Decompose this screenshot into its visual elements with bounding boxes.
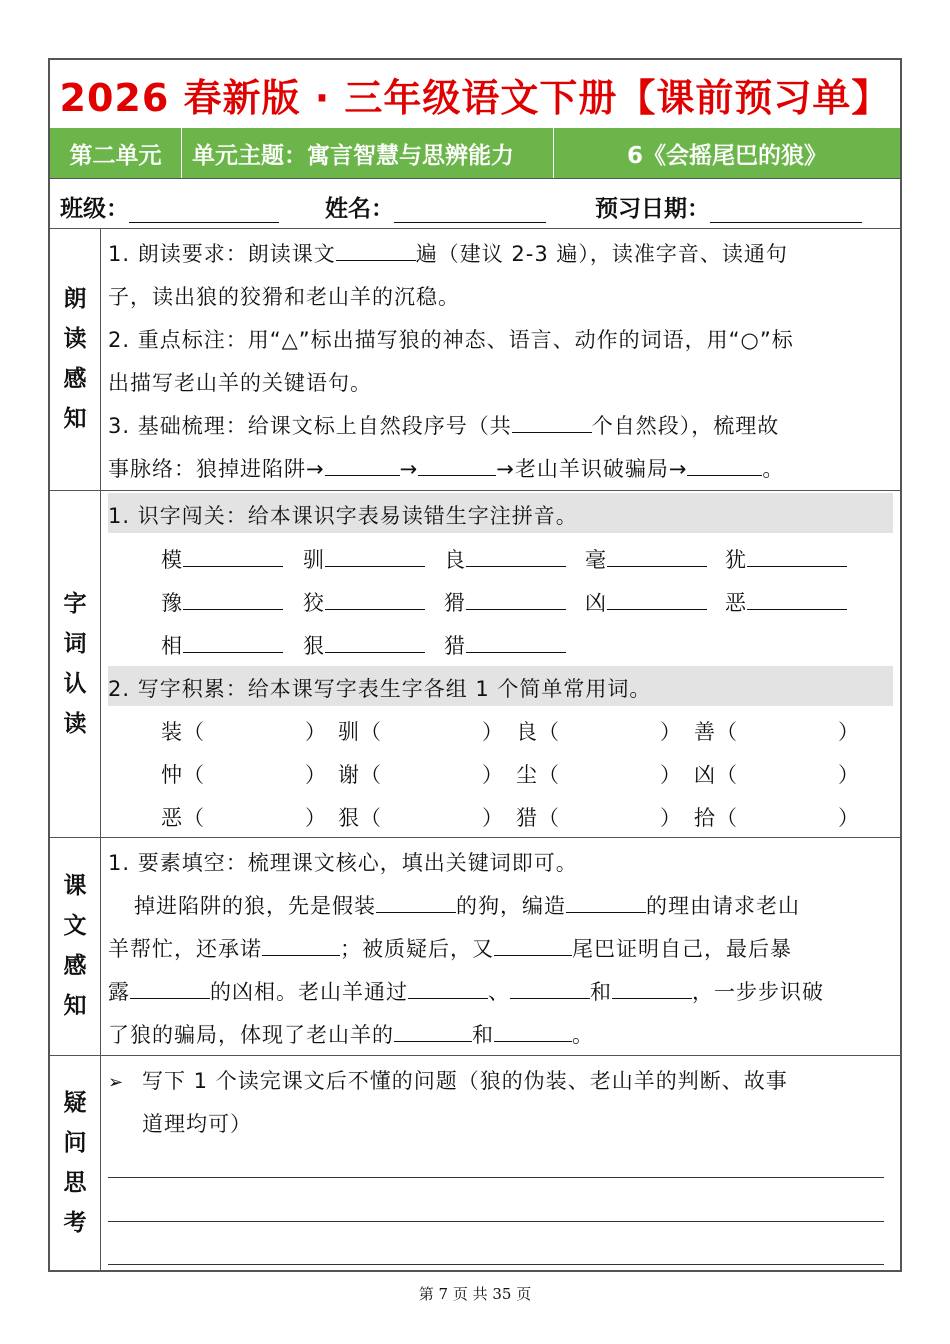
student-info-row (50, 178, 900, 229)
close-paren: ） (660, 763, 682, 787)
open-paren: （ (360, 806, 382, 830)
plot-arrow: → (399, 457, 419, 481)
char: 狠 (303, 634, 325, 658)
char: 忡 (161, 763, 183, 787)
label-char: 考 (63, 1209, 87, 1236)
label-char: 文 (63, 913, 87, 939)
pinyin-item[interactable] (725, 587, 847, 617)
word-group-item[interactable] (161, 759, 327, 789)
char: 猾 (444, 591, 466, 615)
fill-blank[interactable] (262, 933, 340, 956)
pinyin-blank[interactable] (325, 544, 425, 567)
text-fragment: 羊帮忙，还承诺 (108, 937, 262, 961)
pinyin-item[interactable] (585, 544, 707, 574)
text-fragment: 和 (472, 1023, 494, 1047)
pinyin-blank[interactable] (325, 587, 425, 610)
word-group-item[interactable] (161, 802, 327, 832)
char: 狠 (338, 806, 360, 830)
fill-blank[interactable] (494, 933, 572, 956)
pinyin-blank[interactable] (466, 630, 566, 653)
text-fragment: 的凶相。老山羊通过 (210, 980, 408, 1004)
date-blank[interactable] (710, 198, 862, 223)
pinyin-blank[interactable] (466, 544, 566, 567)
label-char: 字 (63, 590, 87, 617)
plot-blank-1[interactable] (325, 453, 400, 476)
pinyin-blank[interactable] (183, 544, 283, 567)
section-questions (50, 1055, 900, 1270)
word-group-item[interactable] (516, 716, 682, 746)
label-char: 读 (63, 326, 87, 352)
question-prompt: 写下 1 个读完课文后不懂的问题（狼的伪装、老山羊的判断、故事 (142, 1069, 788, 1093)
char: 驯 (303, 548, 325, 572)
pinyin-task-title: 1. 识字闯关：给本课识字表易读错生字注拼音。 (108, 504, 578, 528)
pinyin-item[interactable] (444, 544, 566, 574)
pinyin-item[interactable] (725, 544, 847, 574)
text-fragment: 的狗，编造 (456, 894, 566, 918)
section-label-text (50, 837, 101, 1055)
char: 犹 (725, 548, 747, 572)
char: 相 (161, 634, 183, 658)
char: 装 (161, 720, 183, 744)
char: 猎 (444, 634, 466, 658)
char: 善 (694, 720, 716, 744)
paragraph-count-blank[interactable] (512, 410, 592, 433)
close-paren: ） (660, 806, 682, 830)
label-char: 词 (63, 630, 87, 657)
open-paren: （ (183, 763, 205, 787)
reading-line-5 (108, 410, 779, 440)
label-char: 感 (63, 953, 87, 979)
word-group-item[interactable] (338, 802, 504, 832)
fill-blank[interactable] (510, 976, 590, 999)
pinyin-blank[interactable] (183, 587, 283, 610)
word-group-item[interactable] (338, 716, 504, 746)
char: 良 (444, 548, 466, 572)
pinyin-item[interactable] (161, 630, 283, 660)
bullet-arrow-icon: ➢ (108, 1072, 125, 1093)
close-paren: ） (838, 720, 860, 744)
date-label: 预习日期： (595, 196, 710, 222)
char: 豫 (161, 591, 183, 615)
plot-text-2: →老山羊识破骗局→ (496, 457, 688, 481)
reading-line-4: 出描写老山羊的关键语句。 (108, 371, 372, 395)
char: 猎 (516, 806, 538, 830)
text-fragment: 、 (488, 980, 510, 1004)
pinyin-blank[interactable] (747, 544, 847, 567)
open-paren: （ (716, 806, 738, 830)
text-fragment: 露 (108, 980, 130, 1004)
page-footer: 第 7 页 共 35 页 (418, 1285, 532, 1303)
fill-blank[interactable] (394, 1019, 472, 1042)
pinyin-blank[interactable] (607, 587, 707, 610)
word-group-item[interactable] (516, 759, 682, 789)
text-fragment: 的理由请求老山 (646, 894, 800, 918)
text-fragment: 和 (590, 980, 612, 1004)
pinyin-item[interactable] (161, 587, 283, 617)
fill-blank[interactable] (376, 890, 456, 913)
pinyin-blank[interactable] (466, 587, 566, 610)
plot-blank-2[interactable] (418, 453, 496, 476)
plot-end: 。 (762, 457, 785, 481)
close-paren: ） (482, 763, 504, 787)
fill-blank[interactable] (408, 976, 488, 999)
close-paren: ） (305, 763, 327, 787)
text-fragment: 尾巴证明自己，最后暴 (572, 937, 792, 961)
fill-blank[interactable] (566, 890, 646, 913)
close-paren: ） (838, 806, 860, 830)
word-group-item[interactable] (161, 716, 327, 746)
char: 毫 (585, 548, 607, 572)
label-char: 思 (63, 1169, 87, 1196)
date-field[interactable] (595, 190, 862, 223)
char: 凶 (585, 591, 607, 615)
pinyin-item[interactable] (585, 587, 707, 617)
reading-line-1 (108, 238, 788, 268)
section-label-reading (50, 228, 101, 490)
plot-blank-3[interactable] (687, 453, 762, 476)
char: 良 (516, 720, 538, 744)
close-paren: ） (482, 720, 504, 744)
label-char: 疑 (63, 1089, 87, 1116)
word-group-item[interactable] (694, 759, 860, 789)
char: 恶 (725, 591, 747, 615)
char: 尘 (516, 763, 538, 787)
label-char: 知 (63, 406, 87, 432)
pinyin-item[interactable] (303, 630, 425, 660)
pinyin-item[interactable] (303, 544, 425, 574)
name-field[interactable] (325, 190, 546, 223)
class-label: 班级： (60, 196, 129, 222)
open-paren: （ (360, 720, 382, 744)
text-fragment: ；被质疑后，又 (340, 937, 494, 961)
open-paren: （ (538, 763, 560, 787)
fill-blank[interactable] (494, 1019, 572, 1042)
question-prompt-line-2: 道理均可） (142, 1112, 252, 1136)
word-group-item[interactable] (516, 802, 682, 832)
name-label: 姓名： (325, 196, 394, 222)
page-title: 2026 春新版 · 三年级语文下册【课前预习单】 (50, 60, 900, 129)
pinyin-item[interactable] (161, 544, 283, 574)
reading-req-text: 1. 朗读要求：朗读课文 (108, 242, 336, 266)
label-char: 知 (63, 993, 87, 1019)
open-paren: （ (538, 806, 560, 830)
unit-label: 第二单元 (50, 128, 182, 178)
preview-sheet (48, 58, 902, 1272)
char: 狡 (303, 591, 325, 615)
char: 拾 (694, 806, 716, 830)
word-group-task-title: 2. 写字积累：给本课写字表生字各组 1 个简单常用词。 (108, 677, 652, 701)
reading-line-3: 2. 重点标注：用“△”标出描写狼的神态、语言、动作的词语，用“○”标 (108, 328, 794, 352)
reading-req-text-2: 遍（建议 2-3 遍），读准字音、读通句 (415, 242, 788, 266)
plot-text: 事脉络：狼掉进陷阱→ (108, 457, 325, 481)
close-paren: ） (305, 806, 327, 830)
pinyin-item[interactable] (303, 587, 425, 617)
reading-line-6 (108, 453, 784, 483)
fill-blank[interactable] (130, 976, 210, 999)
label-char: 课 (63, 873, 87, 899)
answer-line[interactable] (108, 1177, 884, 1178)
section-words (50, 490, 900, 838)
question-prompt-line-1 (108, 1065, 788, 1095)
text-task-title: 1. 要素填空：梳理课文核心，填出关键词即可。 (108, 851, 578, 875)
unit-theme: 单元主题：寓言智慧与思辨能力 (182, 128, 554, 178)
text-line-2 (108, 933, 792, 963)
read-times-blank[interactable] (336, 238, 416, 261)
pinyin-blank[interactable] (747, 587, 847, 610)
section-text (50, 837, 900, 1056)
label-char: 读 (63, 710, 87, 737)
section-label-words (50, 490, 101, 837)
text-line-3 (108, 976, 824, 1006)
text-line-1 (134, 890, 800, 920)
class-blank[interactable] (129, 198, 279, 223)
close-paren: ） (660, 720, 682, 744)
paragraph-count-text-2: 个自然段），梳理故 (591, 414, 780, 438)
close-paren: ） (305, 720, 327, 744)
open-paren: （ (183, 720, 205, 744)
char: 模 (161, 548, 183, 572)
close-paren: ） (838, 763, 860, 787)
paragraph-count-text: 3. 基础梳理：给课文标上自然段序号（共 (108, 414, 512, 438)
open-paren: （ (716, 763, 738, 787)
word-group-item[interactable] (694, 716, 860, 746)
word-group-item[interactable] (338, 759, 504, 789)
text-fragment: ，一步步识破 (692, 980, 824, 1004)
text-line-4 (108, 1019, 594, 1049)
answer-line[interactable] (108, 1221, 884, 1222)
unit-bar (50, 128, 900, 179)
open-paren: （ (716, 720, 738, 744)
char: 驯 (338, 720, 360, 744)
char: 恶 (161, 806, 183, 830)
pinyin-item[interactable] (444, 630, 566, 660)
label-char: 认 (63, 670, 87, 697)
open-paren: （ (183, 806, 205, 830)
label-char: 问 (63, 1129, 87, 1156)
pinyin-item[interactable] (444, 587, 566, 617)
pinyin-blank[interactable] (607, 544, 707, 567)
lesson-title: 6《会摇尾巴的狼》 (626, 142, 827, 169)
pinyin-blank[interactable] (183, 630, 283, 653)
reading-line-2: 子，读出狼的狡猾和老山羊的沉稳。 (108, 285, 460, 309)
char: 凶 (694, 763, 716, 787)
pinyin-blank[interactable] (325, 630, 425, 653)
section-label-questions (50, 1055, 101, 1270)
label-char: 感 (63, 366, 87, 392)
section-reading (50, 228, 900, 491)
text-fragment: 掉进陷阱的狼，先是假装 (134, 894, 376, 918)
answer-line[interactable] (108, 1264, 884, 1265)
label-char: 朗 (63, 286, 87, 312)
char: 谢 (338, 763, 360, 787)
word-group-item[interactable] (694, 802, 860, 832)
open-paren: （ (360, 763, 382, 787)
fill-blank[interactable] (612, 976, 692, 999)
class-field[interactable] (60, 190, 279, 223)
open-paren: （ (538, 720, 560, 744)
close-paren: ） (482, 806, 504, 830)
text-fragment: 了狼的骗局，体现了老山羊的 (108, 1023, 394, 1047)
text-fragment: 。 (572, 1023, 594, 1047)
name-blank[interactable] (394, 198, 546, 223)
